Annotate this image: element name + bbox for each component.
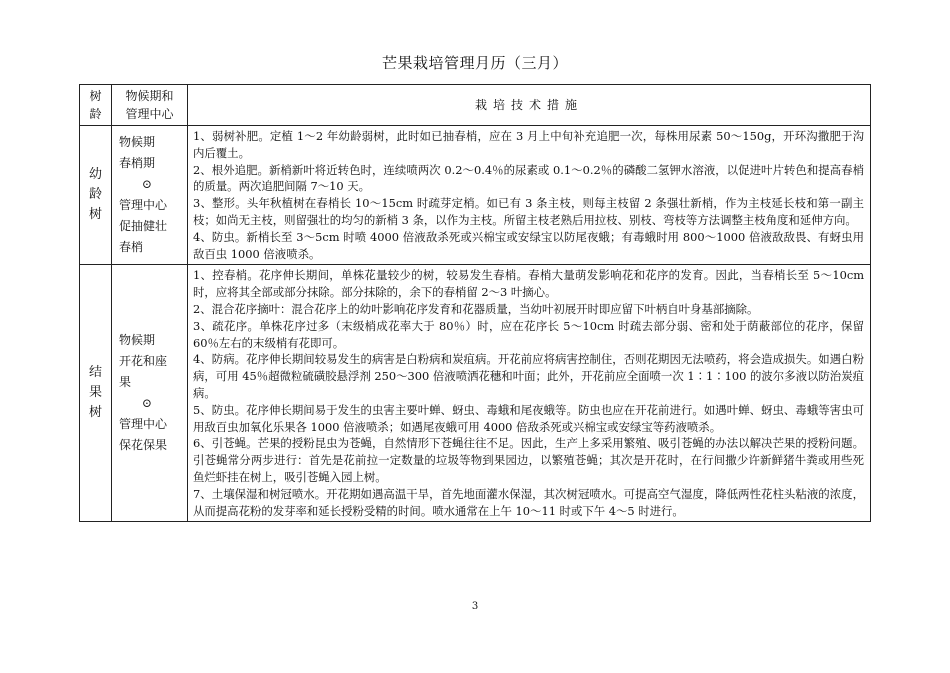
young-phenology-cell bbox=[112, 126, 188, 265]
fruiting-item-3: 3、疏花序。单株花序过多（末级梢成花率大于 80％）时，应在花序长 5～10cm 时疏去部分弱、密和处于荫蔽部位的花序，保留 60％左右的末级梢有花即可。 bbox=[193, 318, 864, 350]
fruiting-techniques-cell bbox=[188, 265, 871, 522]
header-tree-age-line2: 龄 bbox=[89, 107, 102, 121]
young-age-line1: 幼 bbox=[88, 167, 102, 183]
young-item-4: 4、防虫。新梢长至 3～5cm 时喷 4000 倍液敌杀死或兴棉宝或安绿宝以防尾夜蛾；有毒蛾时用 800～1000 倍液敌敌畏、有蚜虫用敌百虫 1000 倍液喷杀。 bbox=[193, 229, 864, 261]
fruiting-age-line2: 果 bbox=[88, 385, 102, 401]
fruiting-item-2: 2、混合花序摘叶：混合花序上的幼叶影响花序发育和花器质量，当幼叶初展开时即应留下叶柄自叶身基部摘除。 bbox=[193, 301, 759, 316]
young-phen-line2: 春梢期 bbox=[119, 156, 156, 171]
circle-dot-icon: ⊙ bbox=[141, 177, 153, 192]
young-phen-line4: 促抽健壮 bbox=[119, 219, 168, 234]
header-tree-age-line1: 树 bbox=[89, 89, 102, 103]
young-techniques-cell bbox=[188, 126, 871, 265]
fruiting-phen-line1: 物候期 bbox=[119, 333, 156, 348]
fruiting-phenology-cell bbox=[112, 265, 188, 522]
fruiting-phen-line5: 保花保果 bbox=[119, 438, 168, 453]
young-phen-line1: 物候期 bbox=[119, 135, 156, 150]
fruiting-age-line3: 树 bbox=[88, 405, 102, 421]
young-phen-line5: 春梢 bbox=[119, 240, 144, 255]
table-header-row bbox=[80, 85, 871, 126]
fruiting-item-7: 7、土壤保湿和树冠喷水。开花期如遇高温干旱，首先地面灌水保湿，其次树冠喷水。可提高空气湿度，降低两性花柱头粘液的浓度，从而提高花粉的发芽率和延长授粉受精的时间。喷水通常在上午 10～11 时或下午 4～5 时进行。 bbox=[193, 486, 864, 518]
header-phenology-line1: 物候期和 bbox=[125, 89, 174, 103]
fruiting-phen-line3: 果 bbox=[119, 375, 132, 390]
fruiting-phen-line4: 管理中心 bbox=[119, 417, 168, 432]
table-row-fruiting-trees bbox=[80, 265, 871, 522]
fruiting-tree-age-cell bbox=[80, 265, 112, 522]
fruiting-item-6: 6、引苍蝇。芒果的授粉昆虫为苍蝇，自然情形下苍蝇往往不足。因此，生产上多采用繁殖、吸引苍蝇的办法以解决芒果的授粉问题。引苍蝇常分两步进行：首先是花前拉一定数量的垃圾等物到果园边，以繁殖苍蝇；其次是开花时，在行间撒少许新鲜猪牛粪或用些死鱼烂虾挂在树上，吸引苍蝇入园上树。 bbox=[193, 436, 864, 484]
fruiting-age-line1: 结 bbox=[88, 365, 102, 381]
circle-dot-icon: ⊙ bbox=[141, 396, 153, 411]
young-item-3: 3、整形。头年秋植树在春梢长 10～15cm 时疏芽定梢。如已有 3 条主枝，则每主枝留 2 条强壮新梢，作为主枝延长枝和第一副主枝；如尚无主枝，则留强壮的均匀的新梢 3 条，以作为主枝。所留主枝老熟后用拉枝、别枝、弯枝等方法调整主枝角度和延伸方向。 bbox=[193, 196, 864, 227]
page-title: 芒果栽培管理月历（三月） bbox=[381, 54, 568, 72]
header-techniques: 栽培技术措施 bbox=[188, 85, 871, 126]
management-calendar-table bbox=[79, 84, 871, 522]
young-item-1: 1、弱树补肥。定植 1～2 年幼龄弱树，此时如已抽春梢，应在 3 月上中旬补充追肥一次，每株用尿素 50～150g，开环沟撒肥于沟内后覆土。 bbox=[193, 129, 864, 160]
fruiting-item-4: 4、防病。花序伸长期间较易发生的病害是白粉病和炭疽病。开花前应将病害控制住，否则花期因无法喷药，将会造成损失。如遇白粉病，可用 45％超微粒硫磺胶悬浮剂 250～300 倍液喷洒花穗和叶面；此外，开花前应全面喷一次 1∶1∶100 的波尔多液以防治炭疽病。 bbox=[193, 352, 864, 400]
young-age-line2: 龄 bbox=[88, 187, 102, 203]
fruiting-phen-line2: 开花和座 bbox=[119, 354, 168, 369]
table-row-young-trees bbox=[80, 126, 871, 265]
header-phenology-line2: 管理中心 bbox=[125, 107, 174, 121]
fruiting-item-5: 5、防虫。花序伸长期间易于发生的虫害主要叶蝉、蚜虫、毒蛾和尾夜蛾等。防虫也应在开花前进行。如遇叶蝉、蚜虫、毒蛾等害虫可用敌百虫加氧化乐果各 1000 倍液喷杀；如遇尾夜蛾可用 4000 倍敌杀死或兴棉宝或安绿宝等药液喷杀。 bbox=[193, 402, 864, 434]
young-phen-line3: 管理中心 bbox=[119, 198, 168, 213]
page-number: 3 bbox=[471, 601, 479, 612]
young-age-line3: 树 bbox=[88, 207, 102, 223]
young-item-2: 2、根外追肥。新梢新叶将近转色时，连续喷两次 0.2～0.4％的尿素或 0.1～0.2％的磷酸二氢钾水溶液，以促进叶片转色和提高春梢的质量。两次追肥间隔 7～10 天。 bbox=[193, 162, 864, 194]
header-tree-age bbox=[80, 85, 112, 126]
young-tree-age-cell bbox=[80, 126, 112, 265]
fruiting-item-1: 1、控春梢。花序伸长期间，单株花量较少的树，较易发生春梢。春梢大量萌发影响花和花序的发育。因此，当春梢长至 5～10cm 时，应将其全部或部分抹除。部分抹除的，余下的春梢留 2～3 叶摘心。 bbox=[193, 268, 864, 300]
header-phenology bbox=[112, 85, 188, 126]
